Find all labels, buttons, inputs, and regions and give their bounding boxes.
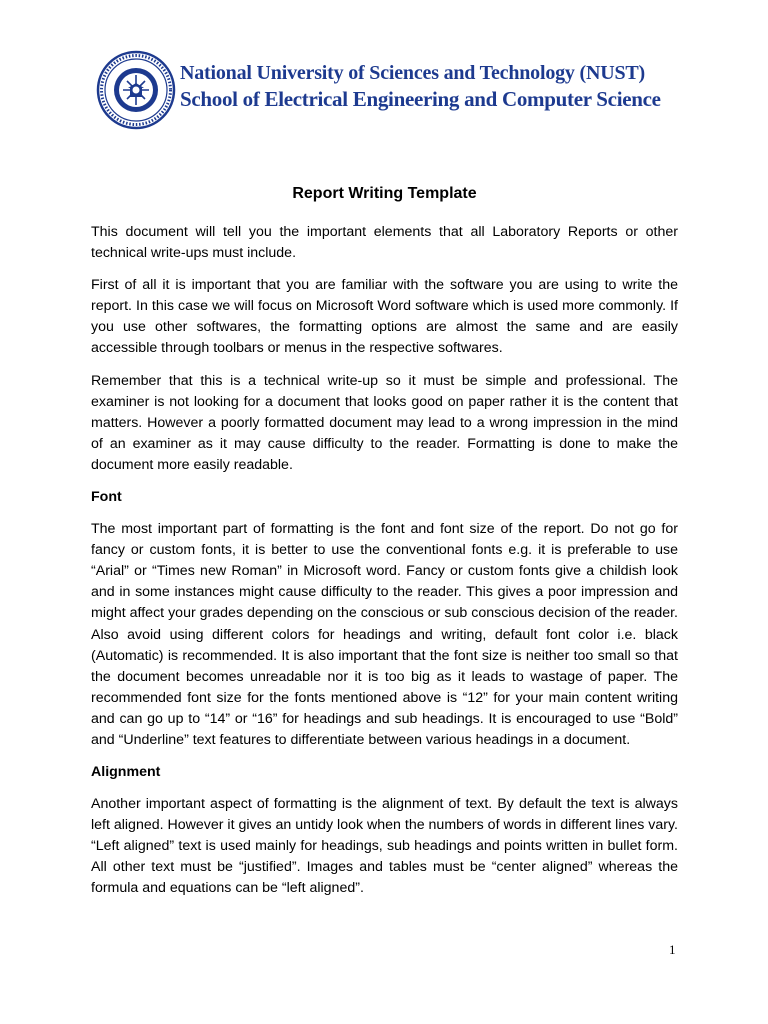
- intro-paragraph: First of all it is important that you are familiar with the software you are using to write the report. In this case we will focus on Microsoft Word software which is used more commonly. If you use other softwares, the formatting options are almost the same and are easily accessible through toolbars or menus in the respective softwares.: [91, 277, 678, 357]
- intro-paragraph: This document will tell you the important elements that all Laboratory Reports or other technical write-ups must include.: [91, 224, 678, 262]
- institution-block: [180, 60, 661, 112]
- section-paragraph-alignment: Another important aspect of formatting is the alignment of text. By default the text is always left aligned. However it gives an untidy look when the numbers of words in different lines vary. “Left aligned” text is used mainly for headings, sub headings and points written in bullet form. All other text must be “justified”. Images and tables must be “center aligned” whereas the formula and equations can be “left aligned”.: [91, 796, 678, 897]
- section-heading-alignment: Alignment: [91, 764, 161, 781]
- university-seal-icon: [96, 50, 176, 130]
- page-number: 1: [669, 942, 676, 957]
- document-title: Report Writing Template: [292, 185, 477, 202]
- section-paragraph-font: The most important part of formatting is the font and font size of the report. Do not go for fancy or custom fonts, it is better to use the conventional fonts e.g. it is preferable to use “Arial” or “Times new Roman” in Microsoft word. Fancy or custom fonts give a childish look and in some instances might cause difficulty to the reader. This gives a poor impression and might affect your grades depending on the conscious or sub conscious decision of the reader. Also avoid using different colors for headings and writing, default font color i.e. black (Automatic) is recommended. It is also important that the font size is neither too small so that the document becomes unreadable nor it is too big as it leads to wastage of paper. The recommended font size for the fonts mentioned above is “12” for your main content writing and can go up to “14” or “16” for headings and sub headings. It is encouraged to use “Bold” and “Underline” text features to differentiate between various headings in a document.: [91, 521, 678, 748]
- intro-paragraph: Remember that this is a technical write-up so it must be simple and professional. The examiner is not looking for a document that looks good on paper rather it is the content that matters. However a poorly formatted document may lead to a wrong impression in the mind of an examiner as it may cause difficulty to the reader. Formatting is done to make the document more easily readable.: [91, 372, 678, 473]
- school-name: School of Electrical Engineering and Computer Science: [180, 87, 661, 111]
- institution-name: National University of Sciences and Technology (NUST): [180, 62, 645, 84]
- document-body: [91, 183, 678, 911]
- document-header: [96, 50, 696, 130]
- section-heading-font: Font: [91, 489, 122, 506]
